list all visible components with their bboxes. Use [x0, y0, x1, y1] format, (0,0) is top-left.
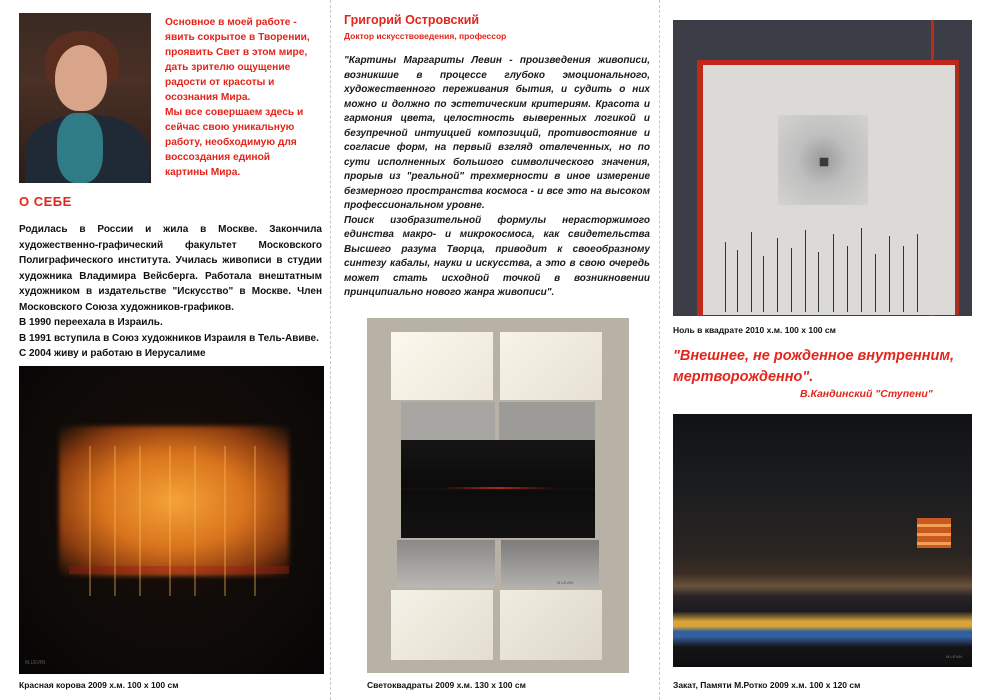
caption-light-squares: Светоквадраты 2009 х.м. 130 x 100 см — [367, 680, 526, 690]
caption-sunset-rothko: Закат, Памяти М.Ротко 2009 х.м. 100 x 120 см — [673, 680, 861, 690]
bio-paragraph: Родилась в России и жила в Москве. Закончила художественно-графический факультет Московского Полиграфического института. Училась живописи в студии художника Владимира Вейсберга. Работала внештатным художником в издательстве "Искусство" в Москве. Член Московского Союза художников-графиков. — [19, 224, 322, 313]
artist-statement: Основное в моей работе - явить сокрытое в Творении, проявить Свет в этом мире, дать зрителю ощущение радости от красоты и осознания Мира. Мы все совершаем здесь и сейчас свою уникальную работу, необходимую для воссоздания единой картины Мира. — [165, 17, 310, 178]
author-title: Доктор искусствоведения, профессор — [344, 31, 507, 41]
artist-portrait-photo — [19, 13, 151, 183]
painting-signature: M.LEVIN — [25, 660, 46, 666]
painting-red-cow — [19, 366, 324, 674]
bio-line-1991: В 1991 вступила в Союз художников Израиля в Тель-Авиве. — [19, 332, 319, 344]
about-heading: О СЕБЕ — [19, 194, 72, 209]
quote-paragraph-1: "Картины Маргариты Левин - произведения живописи, возникшие в процессе глубоко эмоционального, художественного переживания бытия, и судить о них можно и должно по эстетическим критериям. Красота и гармония цвета, целостность выверенных логикой и безупречной интуицией композиций, противостояние и согласие форм, на первый взгляд отвлеченных, но по сути исполненных большого символического значения, прорыв из "реальной" трехмерности в иное измерение безмерного пространства космоса - и все это на высоком профессиональном уровне. — [344, 55, 650, 211]
kandinsky-quote: "Внешнее, не рожденное внутренним, мертворожденно". — [673, 348, 955, 385]
caption-red-cow: Красная корова 2009 х.м. 100 x 100 см — [19, 680, 179, 690]
biography — [19, 222, 322, 362]
painting-signature: M.LEVIN — [945, 654, 962, 659]
quote-paragraph-2: Поиск изобразительной формулы нерасторжимого единства макро- и микрокосмоса, как свидетельства Высшего разума Творца, приводит к своеобразному синтезу кабалы, науки и искусства, а это в свою очередь может стать исходной точкой в возникновении принципиально нового жанра живописи". — [344, 214, 650, 298]
painting-signature: M.LEVIN — [557, 580, 574, 585]
fold-line-right — [659, 0, 660, 700]
author-name: Григорий Островский — [344, 13, 480, 27]
bio-line-2004: С 2004 живу и работаю в Иерусалиме — [19, 348, 206, 359]
fold-line-left — [330, 0, 331, 700]
critic-quote — [344, 54, 650, 301]
kandinsky-attribution: В.Кандинский "Ступени" — [800, 388, 933, 400]
painting-sunset-rothko — [673, 414, 972, 667]
caption-zero-in-square: Ноль в квадрате 2010 х.м. 100 x 100 см — [673, 325, 836, 335]
bio-line-1990: В 1990 переехала в Израиль. — [19, 317, 163, 328]
painting-light-squares — [367, 318, 629, 673]
painting-zero-in-square — [673, 20, 972, 316]
